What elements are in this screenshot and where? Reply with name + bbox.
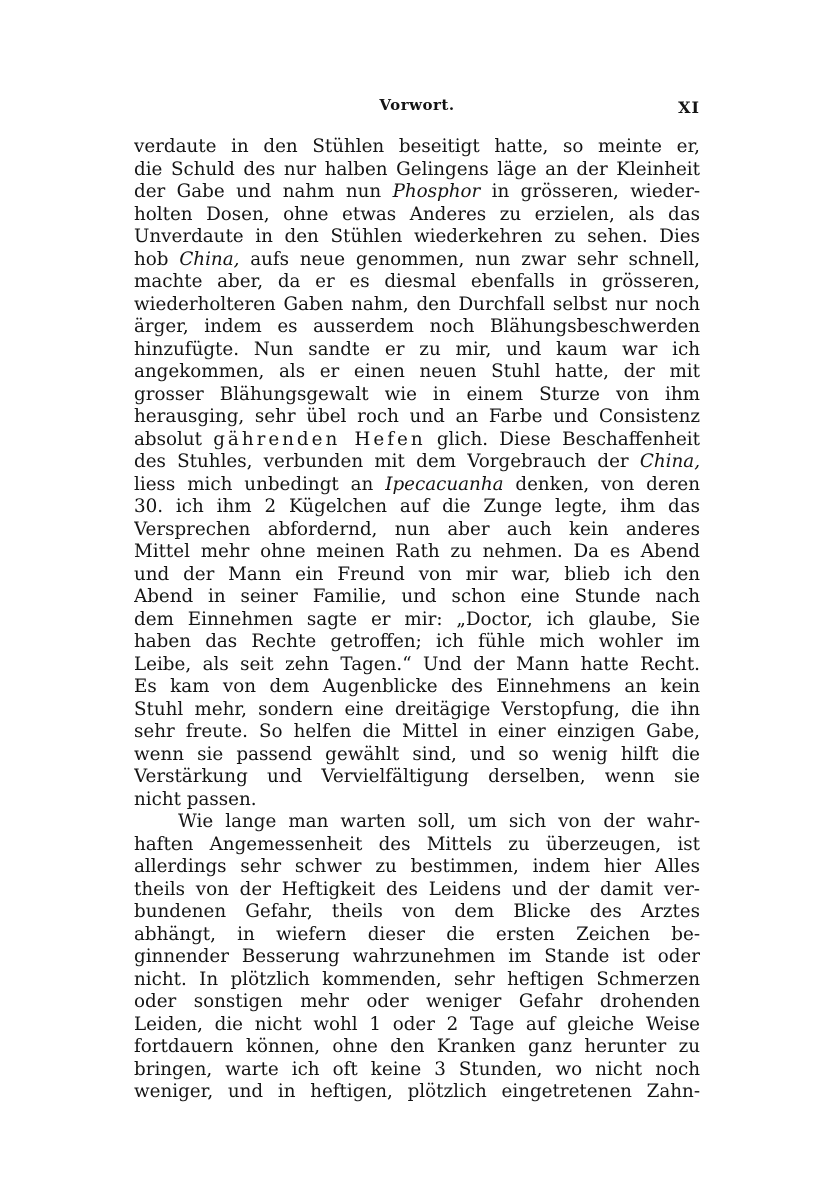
text-segment: der Gabe und nahm nun (134, 181, 393, 202)
italic-term: China, (179, 248, 240, 270)
text-line: verdaute in den Stühlen beseitigt hatte, so meinte er, (134, 136, 700, 157)
text-line: Es kam von dem Augenblicke des Einnehmens an kein (134, 676, 700, 697)
text-line: sehr freute. So helfen die Mittel in einer einzigen Gabe, (134, 721, 700, 742)
text-segment: in grösseren, wieder- (480, 181, 700, 202)
text-line (134, 474, 700, 497)
text-line: weniger, und in heftigen, plötzlich eingetretenen Zahn- (134, 1081, 700, 1102)
spaced-emphasis: gährenden Hefen (213, 428, 426, 450)
text-line: Mittel mehr ohne meinen Rath zu nehmen. Da es Abend (134, 541, 700, 562)
italic-term: China, (639, 451, 700, 472)
text-line: 30. ich ihm 2 Kügelchen auf die Zunge legte, ihm das (134, 496, 700, 517)
text-line: Wie lange man warten soll, um sich von der wahr- (178, 811, 700, 832)
text-line: herausging, sehr übel roch und an Farbe und Consistenz (134, 406, 700, 427)
text-line: grosser Blähungsgewalt wie in einem Sturze von ihm (134, 383, 700, 405)
text-line: Leibe, als seit zehn Tagen.“ Und der Mann hatte Recht. (134, 653, 700, 675)
text-line: Stuhl mehr, sondern eine dreitägige Verstopfung, die ihn (134, 698, 700, 720)
text-line: nicht passen. (134, 788, 257, 810)
text-line (134, 249, 700, 272)
text-segment: aufs neue genommen, nun zwar sehr schnell, (239, 248, 700, 270)
text-line: Abend in seiner Familie, und schon eine Stunde nach (134, 586, 700, 607)
text-segment: denken, von deren (503, 473, 700, 495)
text-line: wenn sie passend gewählt sind, und so wenig hilft die (134, 743, 700, 765)
text-segment: absolut (134, 428, 214, 450)
text-line: allerdings sehr schwer zu bestimmen, indem hier Alles (134, 856, 700, 877)
text-line: fortdauern können, ohne den Kranken ganz herunter zu (134, 1036, 700, 1057)
text-line (134, 451, 700, 474)
text-line: Verstärkung und Vervielfältigung derselben, wenn sie (134, 766, 700, 787)
text-line: bringen, warte ich oft keine 3 Stunden, wo nicht noch (134, 1058, 700, 1080)
text-line (134, 181, 700, 204)
text-segment: hob (134, 248, 180, 270)
text-line: ginnender Besserung wahrzunehmen im Stande ist oder (134, 946, 700, 967)
text-line: abhängt, in wiefern dieser die ersten Zeichen be- (134, 923, 700, 945)
text-line: dem Einnehmen sagte er mir: „Doctor, ich glaube, Sie (134, 608, 700, 630)
text-line: holten Dosen, ohne etwas Anderes zu erzielen, als das (134, 203, 700, 225)
body-text (134, 136, 700, 1104)
text-line: oder sonstigen mehr oder weniger Gefahr drohenden (134, 991, 700, 1012)
text-line (134, 429, 700, 452)
page-number: XI (678, 98, 700, 117)
text-segment: liess mich unbedingt an (134, 473, 386, 495)
text-line: theils von der Heftigkeit des Leidens und der damit ver- (134, 878, 700, 900)
text-segment: des Stuhles, verbunden mit dem Vorgebrauch der (134, 451, 640, 472)
running-title: Vorwort. (379, 96, 455, 114)
text-line: angekommen, als er einen neuen Stuhl hatte, der mit (134, 361, 700, 382)
text-line: ärger, indem es ausserdem noch Blähungsbeschwerden (134, 316, 700, 337)
text-line: machte aber, da er es diesmal ebenfalls in grösseren, (134, 271, 700, 292)
text-line: Unverdaute in den Stühlen wiederkehren zu sehen. Dies (134, 226, 700, 247)
text-line: die Schuld des nur halben Gelingens läge an der Kleinheit (134, 158, 700, 180)
text-segment: glich. Diese Beschaffenheit (425, 428, 700, 450)
text-line: wiederholteren Gaben nahm, den Durchfall selbst nur noch (134, 293, 700, 315)
italic-term: Ipecacuanha (385, 473, 504, 495)
page-header (134, 96, 700, 118)
text-line: bundenen Gefahr, theils von dem Blicke des Arztes (134, 901, 700, 922)
text-line: haben das Rechte getroffen; ich fühle mich wohler im (134, 631, 700, 652)
text-line: und der Mann ein Freund von mir war, blieb ich den (134, 563, 700, 585)
text-line: nicht. In plötzlich kommenden, sehr heftigen Schmerzen (134, 968, 700, 990)
text-line: Versprechen abfordernd, nun aber auch kein anderes (134, 518, 700, 540)
text-line: Leiden, die nicht wohl 1 oder 2 Tage auf gleiche Weise (134, 1013, 700, 1035)
text-line: hinzufügte. Nun sandte er zu mir, und kaum war ich (134, 338, 700, 360)
text-line: haften Angemessenheit des Mittels zu überzeugen, ist (134, 833, 700, 855)
italic-term: Phosphor (392, 181, 481, 202)
